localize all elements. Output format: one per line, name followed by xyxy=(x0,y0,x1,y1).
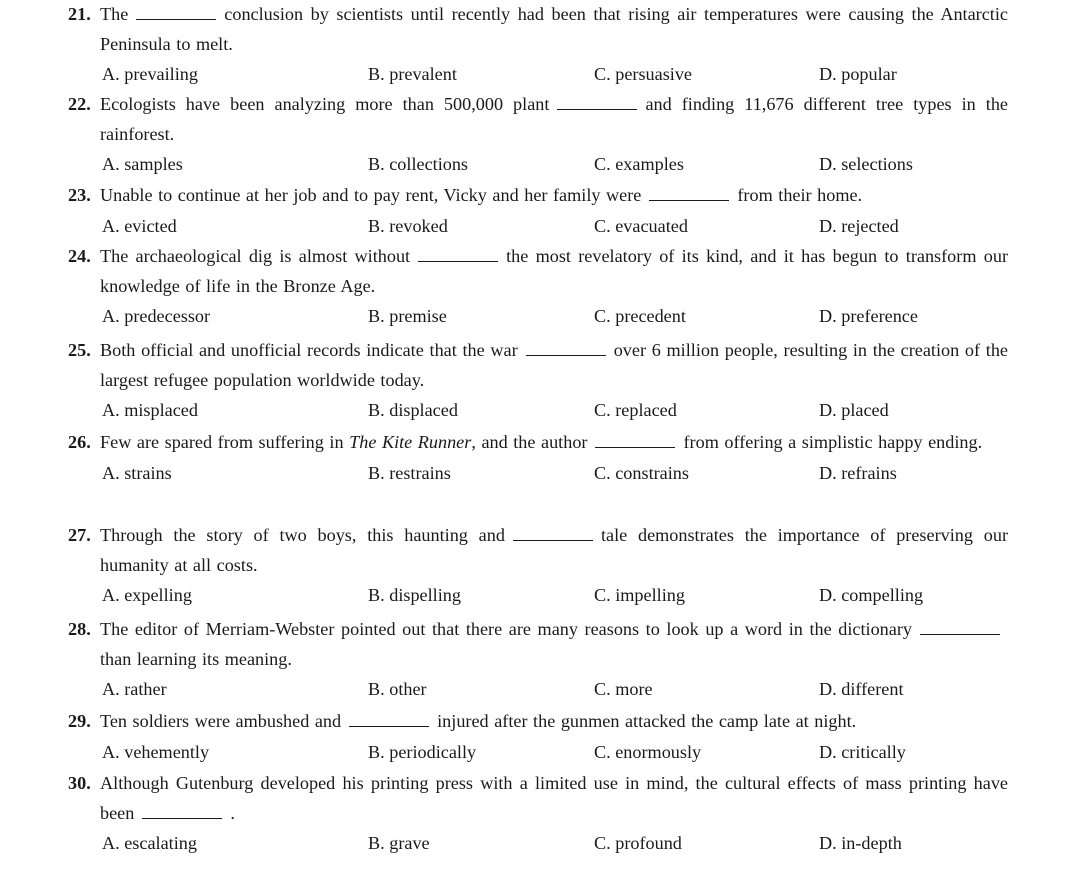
option-b[interactable]: B. other xyxy=(368,679,427,699)
stem-text-before: The archaeological dig is almost without xyxy=(100,246,411,266)
question-number: 21. xyxy=(68,4,91,24)
stem-text-before: Both official and unofficial records indicate that the war xyxy=(100,340,518,360)
question-27 xyxy=(68,521,1008,611)
option-b[interactable]: B. displaced xyxy=(368,400,458,420)
option-d[interactable]: D. preference xyxy=(819,306,918,326)
stem-text-after: conclusion by scientists until recently had been that rising air temperatures were causing the Antarctic Peninsula to melt. xyxy=(100,4,1008,54)
answer-blank[interactable] xyxy=(136,5,216,20)
question-number: 23. xyxy=(68,185,91,205)
option-d[interactable]: D. popular xyxy=(819,64,897,84)
option-d[interactable]: D. selections xyxy=(819,154,913,174)
option-d[interactable]: D. placed xyxy=(819,400,889,420)
option-a[interactable]: A. strains xyxy=(102,462,172,483)
option-d[interactable]: D. different xyxy=(819,679,904,699)
option-c[interactable]: C. evacuated xyxy=(594,215,688,236)
answer-blank[interactable] xyxy=(349,712,429,727)
options-row xyxy=(100,301,1008,332)
question-number: 25. xyxy=(68,340,91,360)
option-d[interactable]: D. rejected xyxy=(819,215,899,236)
options-row xyxy=(100,211,1008,242)
option-c[interactable]: C. impelling xyxy=(594,585,685,605)
stem-text-after: and finding 11,676 different tree types in the rainforest. xyxy=(100,94,1008,144)
question-29 xyxy=(68,707,1008,768)
stem-text-before: Ten soldiers were ambushed and xyxy=(100,711,342,731)
question-stem xyxy=(68,181,1008,211)
stem-text-after: injured after the gunmen attacked the camp late at night. xyxy=(437,711,857,731)
stem-text-before: Unable to continue at her job and to pay rent, Vicky and her family were xyxy=(100,185,642,205)
option-a[interactable]: A. samples xyxy=(102,154,183,174)
options-row xyxy=(100,580,1008,611)
option-c[interactable]: C. precedent xyxy=(594,306,686,326)
question-25 xyxy=(68,336,1008,426)
stem-text-before: The editor of Merriam-Webster pointed out that there are many reasons to look up a word in the dictionary xyxy=(100,619,912,639)
option-a[interactable]: A. predecessor xyxy=(102,306,211,326)
options-row xyxy=(100,737,1008,768)
option-c[interactable]: C. replaced xyxy=(594,400,677,420)
question-30 xyxy=(68,769,1008,859)
answer-blank[interactable] xyxy=(418,247,498,262)
stem-text-after: . xyxy=(230,802,235,823)
question-number: 24. xyxy=(68,246,91,266)
question-number: 30. xyxy=(68,773,91,793)
question-stem xyxy=(68,615,1008,674)
option-b[interactable]: B. dispelling xyxy=(368,585,461,605)
question-number: 27. xyxy=(68,525,91,545)
option-c[interactable]: C. enormously xyxy=(594,741,702,762)
option-a[interactable]: A. escalating xyxy=(102,833,197,853)
option-a[interactable]: A. misplaced xyxy=(102,400,198,420)
option-b[interactable]: B. revoked xyxy=(368,215,448,236)
stem-text-after: over 6 million people, resulting in the creation of the largest refugee population worldwide today. xyxy=(100,340,1009,390)
option-b[interactable]: B. premise xyxy=(368,306,447,326)
options-row xyxy=(100,59,1008,90)
question-number: 22. xyxy=(68,94,91,114)
stem-text-after: the most revelatory of its kind, and it has begun to transform our knowledge of life in the Bronze Age. xyxy=(100,246,1008,296)
question-stem xyxy=(68,707,1008,737)
options-row xyxy=(100,149,1008,180)
option-c[interactable]: C. persuasive xyxy=(594,64,692,84)
answer-blank[interactable] xyxy=(526,341,606,356)
stem-text-before-2: , and the author xyxy=(471,432,588,452)
option-c[interactable]: C. examples xyxy=(594,154,684,174)
question-stem xyxy=(68,769,1008,828)
question-26 xyxy=(68,428,1008,489)
question-23 xyxy=(68,181,1008,242)
option-d[interactable]: D. critically xyxy=(819,741,906,762)
stem-text-before: Ecologists have been analyzing more than 500,000 plant xyxy=(100,94,550,114)
stem-text-before: Through the story of two boys, this haunting and xyxy=(100,525,505,545)
option-d[interactable]: D. refrains xyxy=(819,462,897,483)
question-stem xyxy=(68,0,1008,59)
question-stem xyxy=(68,242,1008,301)
option-d[interactable]: D. compelling xyxy=(819,585,924,605)
options-row xyxy=(100,395,1008,426)
question-stem xyxy=(68,521,1008,580)
question-22 xyxy=(68,90,1008,180)
question-stem xyxy=(68,90,1008,149)
stem-text-before: The xyxy=(100,4,129,24)
option-a[interactable]: A. evicted xyxy=(102,215,177,236)
option-b[interactable]: B. restrains xyxy=(368,462,451,483)
option-a[interactable]: A. prevailing xyxy=(102,64,198,84)
stem-text-after: from offering a simplistic happy ending. xyxy=(683,432,983,452)
option-c[interactable]: C. more xyxy=(594,679,653,699)
option-a[interactable]: A. vehemently xyxy=(102,741,210,762)
option-a[interactable]: A. expelling xyxy=(102,585,192,605)
answer-blank[interactable] xyxy=(142,804,222,819)
stem-text-before: Few are spared from suffering in xyxy=(100,432,344,452)
options-row xyxy=(100,674,1008,705)
book-title: The Kite Runner xyxy=(349,432,472,452)
stem-text-after: than learning its meaning. xyxy=(100,648,292,669)
answer-blank[interactable] xyxy=(595,433,675,448)
stem-text-after: tale demonstrates the importance of preserving our humanity at all costs. xyxy=(100,525,1008,575)
option-d[interactable]: D. in-depth xyxy=(819,833,902,853)
stem-text-before: Although Gutenburg developed his printing press with a limited use in mind, the cultural effects of mass printing have been xyxy=(100,773,1008,823)
option-b[interactable]: B. periodically xyxy=(368,741,477,762)
option-b[interactable]: B. grave xyxy=(368,833,430,853)
question-stem xyxy=(68,336,1008,395)
question-stem xyxy=(68,428,1008,458)
option-b[interactable]: B. prevalent xyxy=(368,64,457,84)
option-c[interactable]: C. profound xyxy=(594,833,682,853)
answer-blank[interactable] xyxy=(513,526,593,541)
answer-blank[interactable] xyxy=(649,186,729,201)
question-number: 29. xyxy=(68,711,91,731)
answer-blank[interactable] xyxy=(557,95,637,110)
options-row xyxy=(100,458,1008,489)
question-number: 28. xyxy=(68,619,91,639)
option-a[interactable]: A. rather xyxy=(102,679,167,699)
question-21 xyxy=(68,0,1008,90)
question-24 xyxy=(68,242,1008,332)
question-number: 26. xyxy=(68,432,91,452)
options-row xyxy=(100,828,1008,859)
question-28 xyxy=(68,615,1008,705)
stem-text-after: from their home. xyxy=(737,185,863,205)
option-c[interactable]: C. constrains xyxy=(594,462,689,483)
answer-blank[interactable] xyxy=(920,620,1000,635)
option-b[interactable]: B. collections xyxy=(368,154,469,174)
